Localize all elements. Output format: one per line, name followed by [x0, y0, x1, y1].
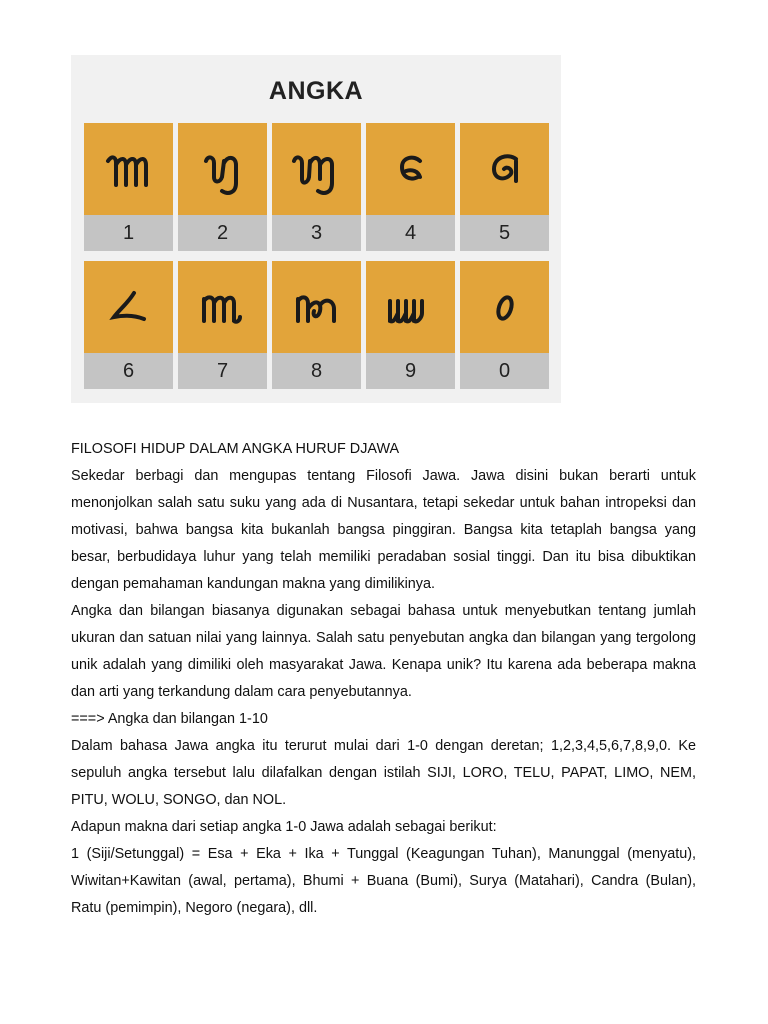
paragraph-makna-1: 1 (Siji/Setunggal) = Esa + Eka + Ika + Tunggal (Keagungan Tuhan), Manunggal (menyatu), Wiwitan+Kawitan (awal, pertama), Bhumi + Buana (Bumi), Surya (Matahari), Candra (Bulan), Ratu (pemimpin), Negoro (negara), dll. — [71, 846, 696, 916]
javanese-numerals-figure — [71, 55, 561, 403]
numeral-tile — [460, 123, 549, 215]
javanese-numeral-9-icon — [376, 277, 446, 337]
javanese-numeral-3-icon — [282, 139, 352, 199]
numeral-cell-1 — [84, 123, 173, 251]
numeral-label: 7 — [178, 353, 267, 389]
numeral-label: 3 — [272, 215, 361, 251]
numeral-tile — [84, 261, 173, 353]
numeral-label: 9 — [366, 353, 455, 389]
numeral-cell-0 — [460, 261, 549, 389]
paragraph-intro: Sekedar berbagi dan mengupas tentang Filosofi Jawa. Jawa disini bukan berarti untuk menonjolkan salah satu suku yang ada di Nusantara, tetapi sekedar untuk bahan intropeksi dan motivasi, bahwa bangsa kita bukanlah bangsa pinggiran. Bangsa kita tetaplah bangsa yang besar, berbudidaya luhur yang telah memiliki peradaban sosial tinggi. Dan itu bisa dibuktikan dengan pemahaman kandungan makna yang dimilikinya. — [71, 468, 696, 592]
javanese-numeral-8-icon — [282, 277, 352, 337]
numeral-label: 1 — [84, 215, 173, 251]
numeral-tile — [272, 261, 361, 353]
subheading-angka-1-10: ===> Angka dan bilangan 1-10 — [71, 711, 268, 727]
javanese-numeral-7-icon — [188, 277, 258, 337]
numeral-label: 4 — [366, 215, 455, 251]
numeral-tile — [366, 123, 455, 215]
javanese-numeral-4-icon — [376, 139, 446, 199]
javanese-numeral-0-icon — [470, 277, 540, 337]
numeral-tile — [272, 123, 361, 215]
numeral-cell-7 — [178, 261, 267, 389]
numeral-cell-5 — [460, 123, 549, 251]
numeral-tile — [460, 261, 549, 353]
javanese-numeral-5-icon — [470, 139, 540, 199]
numeral-cell-2 — [178, 123, 267, 251]
numeral-cell-8 — [272, 261, 361, 389]
numeral-label: 5 — [460, 215, 549, 251]
paragraph-deretan: Dalam bahasa Jawa angka itu terurut mulai dari 1-0 dengan deretan; 1,2,3,4,5,6,7,8,9,0. Ke sepuluh angka tersebut lalu dilafalkan dengan istilah SIJI, LORO, TELU, PAPAT, LIMO, NEM, PITU, WOLU, SONGO, dan NOL. — [71, 738, 696, 808]
javanese-numeral-2-icon — [188, 139, 258, 199]
numeral-cell-4 — [366, 123, 455, 251]
numeral-tile — [178, 261, 267, 353]
numeral-tile — [366, 261, 455, 353]
javanese-numeral-1-icon — [94, 139, 164, 199]
document-heading: FILOSOFI HIDUP DALAM ANGKA HURUF DJAWA — [71, 441, 400, 457]
numeral-tile — [178, 123, 267, 215]
numeral-grid — [84, 123, 549, 389]
numeral-label: 8 — [272, 353, 361, 389]
figure-title: ANGKA — [268, 77, 364, 105]
numeral-cell-3 — [272, 123, 361, 251]
numeral-tile — [84, 123, 173, 215]
javanese-numeral-6-icon — [94, 277, 164, 337]
numeral-cell-9 — [366, 261, 455, 389]
paragraph-makna-intro: Adapun makna dari setiap angka 1-0 Jawa adalah sebagai berikut: — [71, 819, 497, 835]
paragraph-angka-bilangan: Angka dan bilangan biasanya digunakan sebagai bahasa untuk menyebutkan tentang jumlah ukuran dan satuan nilai yang lainnya. Salah satu penyebutan angka dan bilangan yang tergolong unik adalah yang dimiliki oleh masyarakat Jawa. Kenapa unik? Itu karena ada beberapa makna dan arti yang terkandung dalam cara penyebutannya. — [71, 603, 696, 700]
document-body — [71, 436, 696, 922]
numeral-cell-6 — [84, 261, 173, 389]
numeral-label: 6 — [84, 353, 173, 389]
numeral-label: 2 — [178, 215, 267, 251]
numeral-label: 0 — [460, 353, 549, 389]
